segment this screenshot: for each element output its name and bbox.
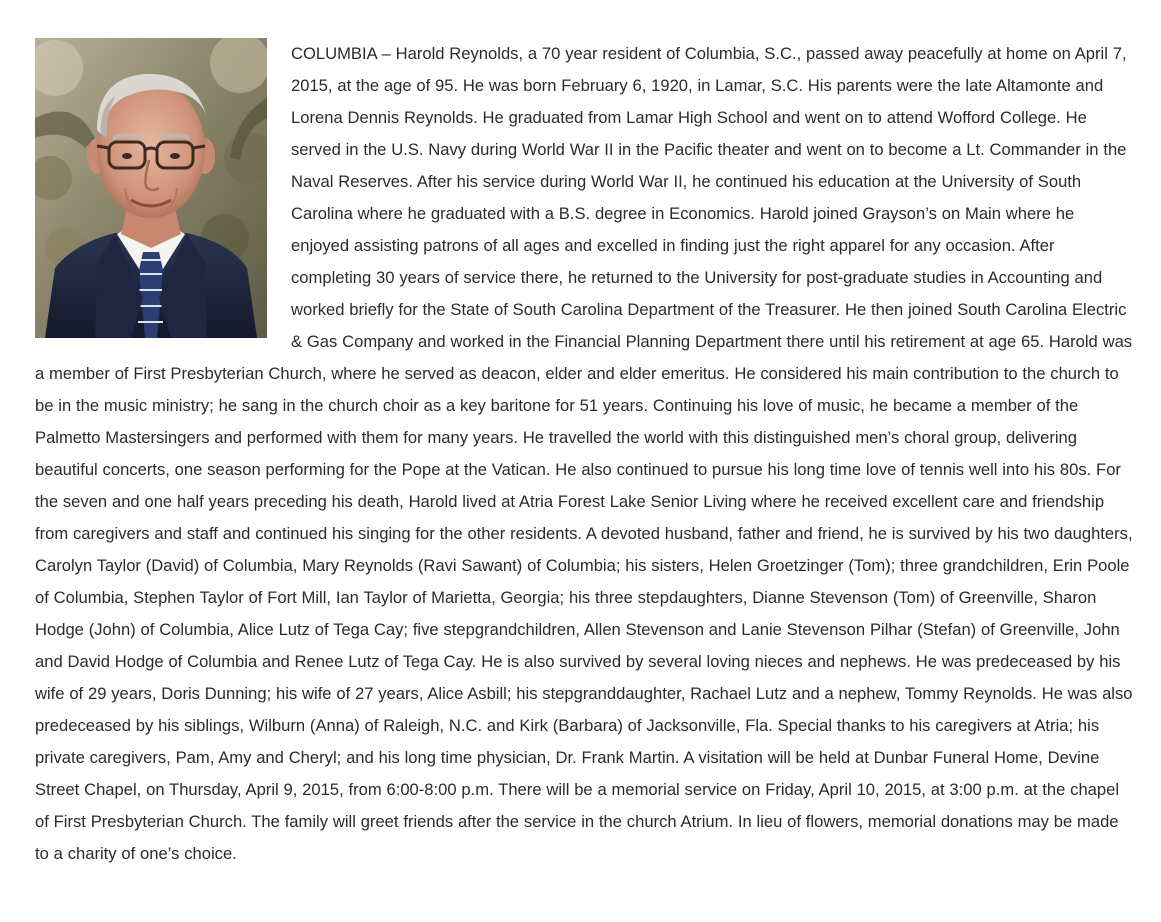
obituary-article: [35, 38, 1137, 870]
obituary-text: COLUMBIA – Harold Reynolds, a 70 year resident of Columbia, S.C., passed away peacefully at home on April 7, 2015, at the age of 95. He was born February 6, 1920, in Lamar, S.C. His parents were the late Altamonte and Lorena Dennis Reynolds. He graduated from Lamar High School and went on to attend Wofford College. He served in the U.S. Navy during World War II in the Pacific theater and went on to become a Lt. Commander in the Naval Reserves. After his service during World War II, he continued his education at the University of South Carolina where he graduated with a B.S. degree in Economics. Harold joined Grayson’s on Main where he enjoyed assisting patrons of all ages and excelled in finding just the right apparel for any occasion. After completing 30 years of service there, he returned to the University for post-graduate studies in Accounting and worked briefly for the State of South Carolina Department of the Treasurer. He then joined South Carolina Electric & Gas Company and worked in the Financial Planning Department there until his retirement at age 65. Harold was a member of First Presbyterian Church, where he served as deacon, elder and elder emeritus. He considered his main contribution to the church to be in the music ministry; he sang in the church choir as a key baritone for 51 years. Continuing his love of music, he became a member of the Palmetto Mastersingers and performed with them for many years. He travelled the world with this distinguished men’s choral group, delivering beautiful concerts, one season performing for the Pope at the Vatican. He also continued to pursue his long time love of tennis well into his 80s. For the seven and one half years preceding his death, Harold lived at Atria Forest Lake Senior Living where he received excellent care and friendship from caregivers and staff and continued his singing for the other residents. A devoted husband, father and friend, he is survived by his two daughters, Carolyn Taylor (David) of Columbia, Mary Reynolds (Ravi Sawant) of Columbia; his sisters, Helen Groetzinger (Tom); three grandchildren, Erin Poole of Columbia, Stephen Taylor of Fort Mill, Ian Taylor of Marietta, Georgia; his three stepdaughters, Dianne Stevenson (Tom) of Greenville, Sharon Hodge (John) of Columbia, Alice Lutz of Tega Cay; five stepgrandchildren, Allen Stevenson and Lanie Stevenson Pilhar (Stefan) of Greenville, John and David Hodge of Columbia and Renee Lutz of Tega Cay. He is also survived by several loving nieces and nephews. He was predeceased by his wife of 29 years, Doris Dunning; his wife of 27 years, Alice Asbill; his stepgranddaughter, Rachael Lutz and a nephew, Tommy Reynolds. He was also predeceased by his siblings, Wilburn (Anna) of Raleigh, N.C. and Kirk (Barbara) of Jacksonville, Fla. Special thanks to his caregivers at Atria; his private caregivers, Pam, Amy and Cheryl; and his long time physician, Dr. Frank Martin. A visitation will be held at Dunbar Funeral Home, Devine Street Chapel, on Thursday, April 9, 2015, from 6:00-8:00 p.m. There will be a memorial service on Friday, April 10, 2015, at 3:00 p.m. at the chapel of First Presbyterian Church. The family will greet friends after the service in the church Atrium. In lieu of flowers, memorial donations may be made to a charity of one’s choice.: [35, 44, 1133, 863]
